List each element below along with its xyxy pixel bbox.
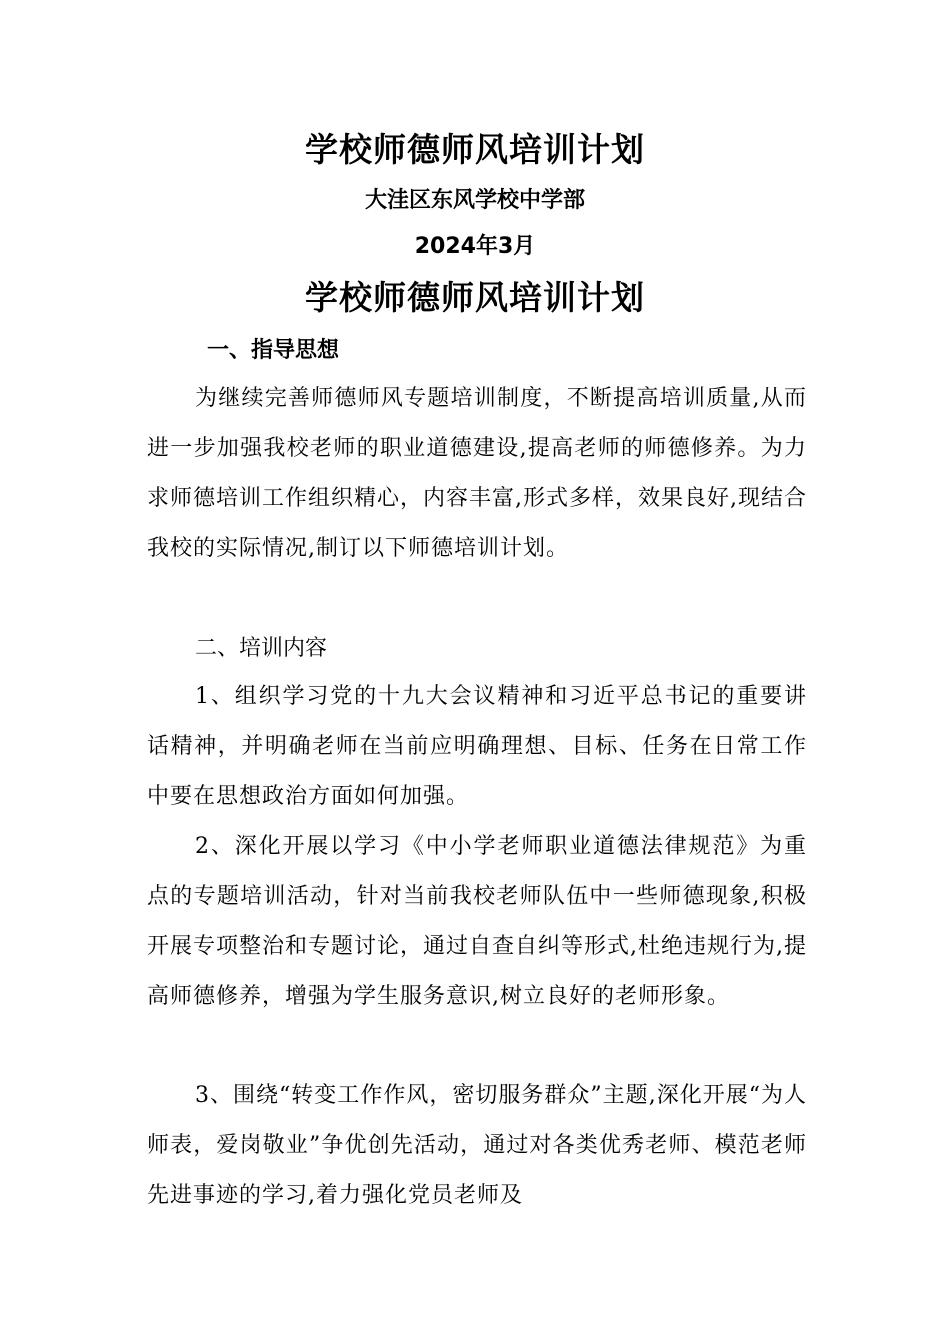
section-heading-training-content: 二、培训内容: [195, 636, 328, 661]
document-date: 2024年3月: [414, 234, 536, 259]
training-item-1: 1、组织学习党的十九大会议精神和习近平总书记的重要讲话精神，并明确老师在当前应明确理想、目标、任务在日常工作中要在思想政治方面如何加强。: [147, 684, 807, 809]
body-title: 学校师德师风培训计划: [305, 278, 645, 317]
section-paragraph-guiding-ideology: 为继续完善师德师风专题培训制度，不断提高培训质量,从而进一步加强我校老师的职业道德建设,提高老师的师德修养。为力求师德培训工作组织精心，内容丰富,形式多样，效果良好,现结合我校的实际情况,制订以下师德培训计划。: [147, 386, 807, 561]
section-heading-guiding-ideology: 一、指导思想: [207, 338, 340, 363]
training-item-3: 3、围绕“转变工作作风，密切服务群众”主题,深化开展“为人师表，爱岗敬业”争优创先活动，通过对各类优秀老师、模范老师先进事迹的学习,着力强化党员老师及: [147, 1083, 807, 1208]
cover-title: 学校师德师风培训计划: [305, 130, 645, 169]
organization-name: 大洼区东风学校中学部: [364, 188, 585, 213]
training-item-2: 2、深化开展以学习《中小学老师职业道德法律规范》为重点的专题培训活动，针对当前我校老师队伍中一些师德现象,积极开展专项整治和专题讨论，通过自查自纠等形式,杜绝违规行为,提高师德修养，增强为学生服务意识,树立良好的老师形象。: [147, 834, 807, 1009]
